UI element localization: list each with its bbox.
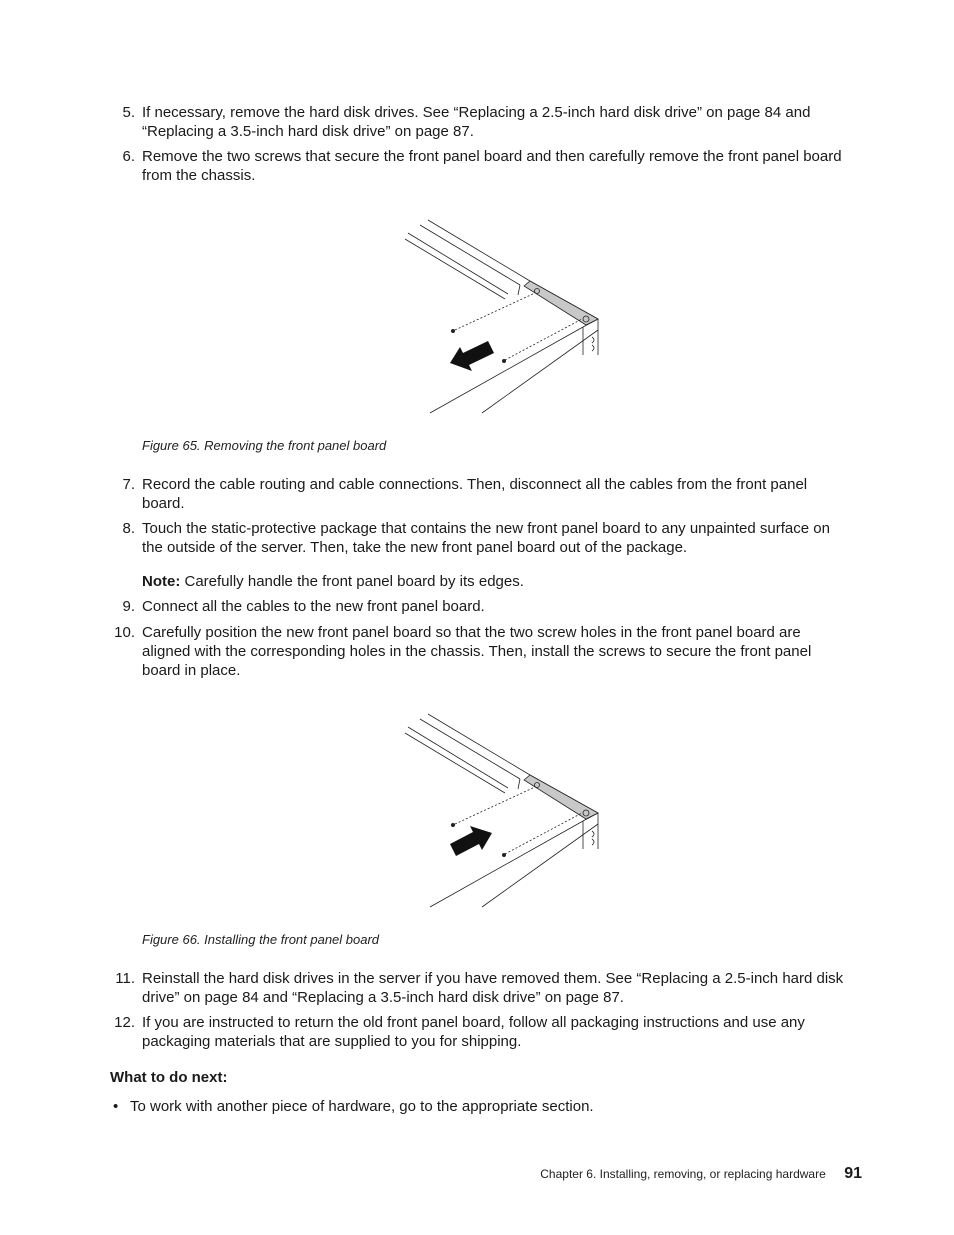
step-text: Carefully position the new front panel board so that the two screw holes in the front panel board are aligned with the corresponding holes in the chassis. Then, install the screws to secure the front panel board in place. bbox=[142, 624, 812, 679]
page-footer bbox=[0, 1165, 862, 1183]
bullet-symbol: • bbox=[113, 1098, 119, 1115]
figure-66-caption: Figure 66. Installing the front panel board bbox=[142, 932, 380, 947]
step-6 bbox=[108, 147, 853, 185]
step-8 bbox=[108, 519, 853, 557]
note bbox=[142, 572, 853, 591]
step-text: Reinstall the hard disk drives in the server if you have removed them. See “Replacing a 2.5-inch hard disk drive” on page 84 and “Replacing a 3.5-inch hard disk drive” on page 87. bbox=[142, 970, 844, 1006]
step-text: If necessary, remove the hard disk drives. See “Replacing a 2.5-inch hard disk drive” on page 84 and “Replacing a 3.5-inch hard disk drive” on page 87. bbox=[142, 104, 811, 140]
front-panel-removal-illustration bbox=[400, 215, 610, 420]
step-text: Connect all the cables to the new front panel board. bbox=[142, 598, 485, 615]
step-number: 8. bbox=[122, 520, 135, 537]
chapter-title: Chapter 6. Installing, removing, or replacing hardware bbox=[540, 1167, 826, 1181]
step-text: Remove the two screws that secure the front panel board and then carefully remove the front panel board from the chassis. bbox=[142, 148, 842, 184]
next-steps-bullet bbox=[113, 1097, 594, 1116]
step-5 bbox=[108, 103, 853, 141]
what-to-do-next-heading: What to do next: bbox=[110, 1069, 228, 1086]
page-number: 91 bbox=[844, 1165, 862, 1182]
step-number: 10. bbox=[114, 624, 135, 641]
note-text: Carefully handle the front panel board by its edges. bbox=[184, 573, 524, 590]
arrow-out-icon bbox=[450, 341, 494, 371]
step-number: 7. bbox=[122, 476, 135, 493]
step-number: 5. bbox=[122, 104, 135, 121]
step-9 bbox=[108, 597, 853, 616]
step-number: 12. bbox=[114, 1014, 135, 1031]
step-number: 11. bbox=[115, 970, 135, 987]
step-text: If you are instructed to return the old front panel board, follow all packaging instructions and use any packaging materials that are supplied to you for shipping. bbox=[142, 1014, 805, 1050]
figure-65-caption: Figure 65. Removing the front panel board bbox=[142, 438, 387, 453]
step-10 bbox=[108, 623, 853, 680]
arrow-in-icon bbox=[450, 826, 492, 856]
bullet-text: To work with another piece of hardware, go to the appropriate section. bbox=[130, 1098, 594, 1115]
step-text: Touch the static-protective package that contains the new front panel board to any unpainted surface on the outside of the server. Then, take the new front panel board out of the package. bbox=[142, 520, 830, 556]
step-text: Record the cable routing and cable connections. Then, disconnect all the cables from the front panel board. bbox=[142, 476, 808, 512]
step-11 bbox=[108, 969, 853, 1007]
step-number: 9. bbox=[122, 598, 135, 615]
step-number: 6. bbox=[122, 148, 135, 165]
note-label: Note: bbox=[142, 573, 181, 590]
front-panel-installation-illustration bbox=[400, 709, 610, 914]
step-7 bbox=[108, 475, 853, 513]
step-12 bbox=[108, 1013, 853, 1051]
